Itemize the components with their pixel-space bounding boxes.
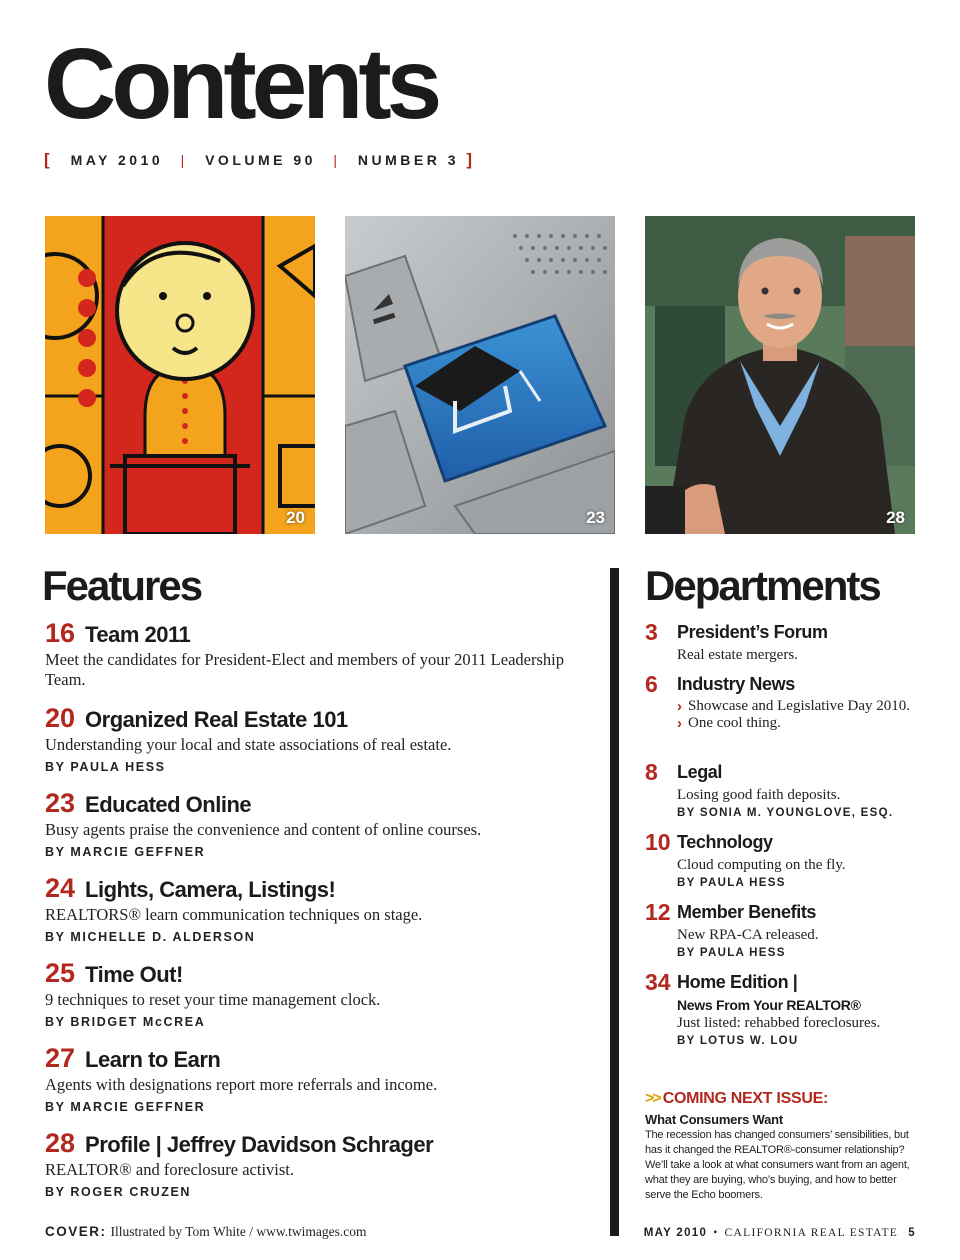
feature-description: Meet the candidates for President-Elect and members of your 2011 Leadership Team. xyxy=(45,650,564,689)
department-byline: BY LOTUS W. LOU xyxy=(677,1035,799,1047)
separator: | xyxy=(333,152,341,168)
separator: | xyxy=(180,152,188,168)
photo-page-number: 20 xyxy=(286,508,305,527)
department-byline: BY PAULA HESS xyxy=(677,947,786,959)
department-byline: BY SONIA M. YOUNGLOVE, ESQ. xyxy=(677,807,894,819)
department-title[interactable]: President’s Forum xyxy=(677,622,828,642)
department-title[interactable]: Technology xyxy=(677,832,773,852)
cover-credit xyxy=(45,1224,367,1240)
feature-byline: BY MARCIE GEFFNER xyxy=(45,1100,206,1114)
feature-page-number: 28 xyxy=(45,1128,76,1158)
department-bullet xyxy=(677,715,915,732)
cover-credit-text[interactable]: Illustrated by Tom White / www.twimages.com xyxy=(110,1224,367,1239)
bracket-open: [ xyxy=(44,150,54,169)
departments-heading: Departments xyxy=(645,562,880,609)
feature-description: 9 techniques to reset your time management clock. xyxy=(45,990,381,1009)
chevron-right-icon: › xyxy=(677,698,682,715)
feature-description: Understanding your local and state associations of real estate. xyxy=(45,735,452,754)
issue-line xyxy=(44,150,476,170)
departments-list xyxy=(645,618,915,1048)
feature-page-number: 27 xyxy=(45,1043,76,1073)
feature-byline: BY BRIDGET McCREA xyxy=(45,1015,206,1029)
department-description: New RPA-CA released. xyxy=(677,927,819,943)
department-title[interactable]: Home Edition | xyxy=(677,972,798,992)
department-title[interactable]: Member Benefits xyxy=(677,902,817,922)
issue-month: MAY 2010 xyxy=(70,152,164,168)
feature-page-number: 16 xyxy=(45,618,76,648)
photo-keyboard-graduation[interactable] xyxy=(345,216,615,534)
feature-page-number: 24 xyxy=(45,873,76,903)
feature-byline: BY PAULA HESS xyxy=(45,760,166,774)
portrait-illustration xyxy=(645,216,915,534)
features-list xyxy=(45,618,590,1213)
feature-item[interactable] xyxy=(45,958,590,1043)
bullet-separator: • xyxy=(713,1227,719,1239)
cover-label: COVER: xyxy=(45,1224,107,1239)
issue-number: NUMBER 3 xyxy=(357,152,459,168)
bullet-text: Showcase and Legislative Day 2010. xyxy=(688,698,911,714)
feature-title[interactable]: Time Out! xyxy=(85,962,183,987)
folio-page-number: 5 xyxy=(908,1227,916,1239)
coming-next-title: What Consumers Want xyxy=(645,1112,784,1127)
feature-item[interactable] xyxy=(45,1043,590,1128)
department-subtitle: News From Your REALTOR® xyxy=(677,997,861,1013)
department-page-number: 10 xyxy=(645,829,671,855)
podium-illustration xyxy=(45,216,315,534)
column-divider xyxy=(610,568,619,1236)
feature-title[interactable]: Educated Online xyxy=(85,792,252,817)
department-description: Real estate mergers. xyxy=(677,647,798,663)
feature-title[interactable]: Profile | Jeffrey Davidson Schrager xyxy=(85,1132,434,1157)
photo-profile-portrait[interactable] xyxy=(645,216,915,534)
feature-byline: BY MARCIE GEFFNER xyxy=(45,845,206,859)
bracket-close: ] xyxy=(466,150,476,169)
feature-title[interactable]: Team 2011 xyxy=(85,622,191,647)
photo-team-illustration[interactable] xyxy=(45,216,315,534)
department-item[interactable] xyxy=(645,670,915,758)
page-folio xyxy=(644,1227,916,1239)
bullet-text: One cool thing. xyxy=(688,715,781,731)
department-item[interactable] xyxy=(645,758,915,828)
coming-next-label xyxy=(645,1090,910,1108)
issue-volume: VOLUME 90 xyxy=(205,152,316,168)
department-description: Losing good faith deposits. xyxy=(677,787,841,803)
department-description: Just listed: rehabbed foreclosures. xyxy=(677,1015,881,1031)
feature-description: REALTOR® and foreclosure activist. xyxy=(45,1160,294,1179)
department-page-number: 3 xyxy=(645,619,658,645)
feature-description: Agents with designations report more referrals and income. xyxy=(45,1075,438,1094)
photo-page-number: 23 xyxy=(586,508,605,527)
feature-item[interactable] xyxy=(45,873,590,958)
department-page-number: 6 xyxy=(645,671,658,697)
feature-page-number: 25 xyxy=(45,958,76,988)
feature-title[interactable]: Learn to Earn xyxy=(85,1047,221,1072)
department-page-number: 8 xyxy=(645,759,658,785)
department-page-number: 34 xyxy=(645,969,671,995)
keyboard-key-illustration xyxy=(345,216,615,534)
department-item[interactable] xyxy=(645,618,915,670)
department-item[interactable] xyxy=(645,968,915,1048)
department-title[interactable]: Legal xyxy=(677,762,723,782)
feature-title[interactable]: Organized Real Estate 101 xyxy=(85,707,348,732)
feature-description: REALTORS® learn communication techniques on stage. xyxy=(45,905,423,924)
department-item[interactable] xyxy=(645,828,915,898)
page-title: Contents xyxy=(44,28,438,140)
double-chevron-icon: >> xyxy=(645,1090,660,1107)
feature-byline: BY MICHELLE D. ALDERSON xyxy=(45,930,256,944)
coming-next-body: The recession has changed consumers’ sensibilities, but has it changed the REALTOR®-consumer relationship? We’ll take a look at what consumers want from an agent, what they are buying, who’s buying, and how to better serve the Echo boomers. xyxy=(645,1129,910,1201)
feature-description: Busy agents praise the convenience and content of online courses. xyxy=(45,820,482,839)
department-byline: BY PAULA HESS xyxy=(677,877,786,889)
department-item[interactable] xyxy=(645,898,915,968)
feature-item[interactable] xyxy=(45,618,590,703)
department-page-number: 12 xyxy=(645,899,671,925)
folio-publication: CALIFORNIA REAL ESTATE xyxy=(724,1227,899,1239)
chevron-right-icon: › xyxy=(677,715,682,732)
department-description: Cloud computing on the fly. xyxy=(677,857,846,873)
feature-page-number: 20 xyxy=(45,703,76,733)
coming-next-label-text: COMING NEXT ISSUE: xyxy=(662,1090,828,1107)
photo-page-number: 28 xyxy=(886,508,905,527)
feature-item[interactable] xyxy=(45,788,590,873)
department-bullet xyxy=(677,698,915,715)
folio-date: MAY 2010 xyxy=(643,1227,708,1239)
feature-item[interactable] xyxy=(45,1128,590,1213)
feature-title[interactable]: Lights, Camera, Listings! xyxy=(85,877,336,902)
feature-page-number: 23 xyxy=(45,788,76,818)
feature-byline: BY ROGER CRUZEN xyxy=(45,1185,192,1199)
feature-item[interactable] xyxy=(45,703,590,788)
coming-next-issue xyxy=(645,1090,910,1203)
features-heading: Features xyxy=(42,562,202,609)
department-title[interactable]: Industry News xyxy=(677,674,795,694)
